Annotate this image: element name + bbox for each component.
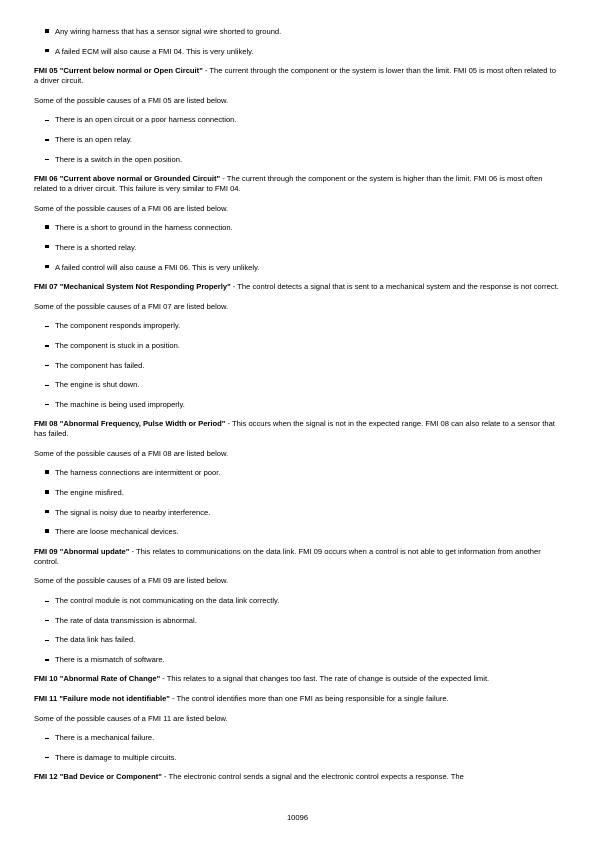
list-item-text: There is a mismatch of software.: [55, 654, 165, 664]
list-item-text: The control module is not communicating on the data link correctly.: [55, 596, 280, 606]
fmi-heading: FMI 07 "Mechanical System Not Responding Properly": [34, 282, 231, 292]
list-item: [44, 655, 562, 665]
fmi-definition: [34, 772, 562, 782]
list-item: [44, 468, 562, 478]
list-item-text: The component responds improperly.: [55, 321, 181, 331]
fmi-heading: FMI 06 "Current above normal or Grounded Circuit": [34, 174, 221, 184]
fmi-definition: [34, 547, 562, 567]
list-item: [44, 488, 562, 498]
fmi-description: - The electronic control sends a signal and the electronic control expects a response. The: [161, 772, 464, 782]
fmi-definition: [34, 694, 562, 704]
fmi-heading: FMI 08 "Abnormal Frequency, Pulse Width or Period": [34, 419, 226, 429]
fmi-definition: [34, 282, 562, 292]
causes-intro: Some of the possible causes of a FMI 09 are listed below.: [34, 576, 229, 586]
fmi-heading: FMI 11 "Failure mode not identifiable": [34, 694, 170, 703]
bullet-list: [44, 321, 562, 409]
bullet-list: [44, 27, 562, 57]
list-item-text: There is an open circuit or a poor harness connection.: [55, 115, 237, 125]
list-item-text: There is a shorted relay.: [55, 242, 137, 252]
list-item-text: The component has failed.: [55, 360, 145, 370]
causes-intro: Some of the possible causes of a FMI 07 are listed below.: [34, 301, 229, 311]
list-item: [44, 47, 562, 57]
list-item-text: The engine is shut down.: [55, 380, 140, 390]
causes-intro: Some of the possible causes of a FMI 05 are listed below.: [34, 95, 229, 105]
list-item: [44, 753, 562, 763]
fmi-description: - The current through the component or the system is lower than the limit. FMI 05 is most often related to a driver circuit.: [34, 66, 556, 86]
list-item-text: There is a short to ground in the harness connection.: [55, 223, 233, 233]
bullet-list: [44, 596, 562, 665]
list-item: [44, 596, 562, 606]
fmi-description: - The control detects a signal that is sent to a mechanical system and the response is not correct.: [230, 282, 559, 292]
bullet-list: [44, 223, 562, 272]
fmi-heading: FMI 10 "Abnormal Rate of Change": [34, 674, 161, 684]
list-item-text: The component is stuck in a position.: [55, 340, 180, 350]
list-item: [44, 380, 562, 390]
list-item: [44, 527, 562, 537]
fmi-definition: [34, 174, 562, 194]
fmi-definition: [34, 674, 562, 684]
bullet-list: [44, 115, 562, 164]
list-item-text: The rate of data transmission is abnormal.: [55, 615, 197, 625]
list-item-text: The signal is noisy due to nearby interference.: [55, 507, 211, 517]
list-item: [44, 361, 562, 371]
fmi-heading: FMI 05 "Current below normal or Open Circuit": [34, 66, 203, 76]
list-item-text: Any wiring harness that has a sensor signal wire shorted to ground.: [55, 27, 282, 36]
list-item: [44, 616, 562, 626]
list-item-text: The harness connections are intermittent or poor.: [55, 468, 221, 478]
list-item: [44, 243, 562, 253]
fmi-heading: FMI 12 "Bad Device or Component": [34, 772, 162, 782]
list-item: [44, 733, 562, 743]
causes-intro: Some of the possible causes of a FMI 11 are listed below.: [34, 713, 228, 723]
list-item: [44, 635, 562, 645]
list-item-text: A failed control will also cause a FMI 06. This is very unlikely.: [55, 262, 260, 272]
list-item: [44, 400, 562, 410]
list-item-text: There is a mechanical failure.: [55, 733, 155, 743]
fmi-description: - The control identifies more than one FMI as being responsible for a single failure.: [169, 694, 449, 703]
list-item: [44, 115, 562, 125]
bullet-list: [44, 733, 562, 763]
list-item: [44, 27, 562, 37]
list-item-text: The engine misfired.: [55, 488, 124, 498]
list-item: [44, 223, 562, 233]
document-page: [34, 27, 562, 792]
list-item: [44, 155, 562, 165]
fmi-description: - This occurs when the signal is not in the expected range. FMI 08 can also relate to a sensor that has failed.: [34, 419, 555, 439]
list-item: [44, 341, 562, 351]
list-item-text: The machine is being used improperly.: [55, 399, 185, 409]
page-number: 10096: [286, 813, 309, 822]
fmi-description: - This relates to communications on the data link. FMI 09 occurs when a control is not able to get information from another control.: [34, 546, 541, 566]
list-item: [44, 263, 562, 273]
list-item: [44, 321, 562, 331]
fmi-heading: FMI 09 "Abnormal update": [34, 546, 130, 556]
causes-intro: Some of the possible causes of a FMI 08 are listed below.: [34, 448, 229, 458]
fmi-description: - This relates to a signal that changes too fast. The rate of change is outside of the expected limit.: [160, 674, 490, 684]
fmi-description: - The current through the component or the system is higher than the limit. FMI 06 is most often related to a driver circuit. This failure is very similar to FMI 04.: [34, 174, 543, 194]
list-item: [44, 508, 562, 518]
list-item-text: There are loose mechanical devices.: [55, 527, 179, 537]
fmi-definition: [34, 66, 562, 86]
list-item-text: There is damage to multiple circuits.: [55, 752, 177, 762]
list-item-text: A failed ECM will also cause a FMI 04. This is very unlikely.: [55, 46, 254, 56]
list-item: [44, 135, 562, 145]
causes-intro: Some of the possible causes of a FMI 06 are listed below.: [34, 203, 229, 213]
bullet-list: [44, 468, 562, 537]
fmi-definition: [34, 419, 562, 439]
list-item-text: The data link has failed.: [55, 635, 136, 645]
list-item-text: There is a switch in the open position.: [55, 154, 183, 164]
list-item-text: There is an open relay.: [55, 134, 133, 144]
